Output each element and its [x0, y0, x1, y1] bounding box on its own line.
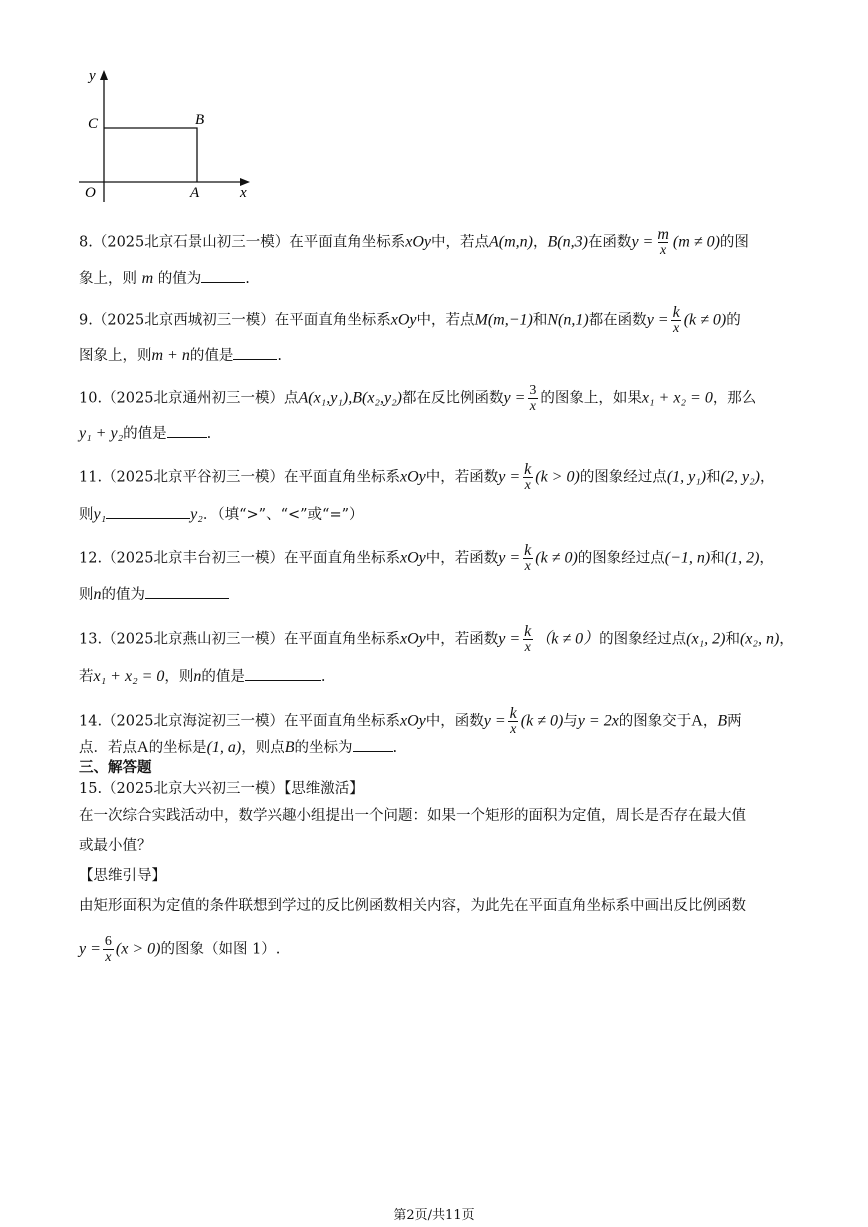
answer-blank[interactable]	[353, 737, 393, 752]
answer-blank[interactable]	[245, 666, 321, 681]
answer-blank[interactable]	[167, 423, 207, 438]
section-heading: 三、解答题	[79, 759, 152, 776]
q8-line1: 8.（2025北京石景山初三一模）在平面直角坐标系xOy中，若点A(m,n)，B(n,3)在函数y = $\frac{m}{x}$ (m ≠ 0)的图	[79, 226, 749, 258]
q8-fraction: $\frac{m}{x}$	[657, 226, 669, 258]
q15-guide: 【思维引导】	[79, 868, 166, 884]
page-footer: 第2页/共11页	[393, 1208, 475, 1223]
y-axis-arrow-icon	[100, 70, 108, 80]
q14-fraction: $\frac{k}{x}$	[509, 705, 517, 737]
q13-fraction: $\frac{k}{x}$	[524, 623, 532, 655]
q12-line2: 则n的值为	[79, 584, 229, 605]
q13-line1: 13.（2025北京燕山初三一模）在平面直角坐标系xOy中，若函数y = $\frac{k}{x}$ （k ≠ 0）的图象经过点(x₁, 2)和(x₂, n)，	[79, 623, 794, 655]
q8-line2: 象上，则 m 的值为 .	[79, 270, 250, 287]
q15-para1-line2: 或最小值？	[79, 838, 152, 854]
q15-header: 15.（2025北京大兴初三一模）【思维激活】	[79, 781, 364, 797]
q9-line2: 图象上，则m + n的值是 .	[79, 347, 282, 364]
label-y: y	[89, 68, 96, 84]
q13-line2: 若x₁ + x₂ = 0，则n的值是 .	[79, 668, 326, 685]
answer-blank[interactable]	[233, 345, 277, 360]
q15-fraction: $\frac{6}{x}$	[104, 934, 112, 965]
coordinate-figure	[76, 66, 256, 206]
answer-blank[interactable]	[106, 504, 190, 519]
q15-para2-line2: y = $\frac{6}{x}$ (x > 0)的图象（如图 1）.	[79, 934, 281, 965]
q11-line1: 11.（2025北京平谷初三一模）在平面直角坐标系xOy中，若函数y = $\frac{k}{x}$ (k > 0)的图象经过点(1, y₁)和(2, y₂)，	[79, 461, 775, 493]
q15-para2-line1: 由矩形面积为定值的条件联想到学过的反比例函数相关内容，为此先在平面直角坐标系中画出反比例函数	[79, 898, 746, 914]
q11-fraction: $\frac{k}{x}$	[524, 461, 532, 493]
label-o: O	[85, 185, 96, 201]
q9-fraction: $\frac{k}{x}$	[672, 304, 680, 336]
label-x: x	[240, 185, 247, 201]
rectangle-outline	[104, 128, 197, 182]
answer-blank[interactable]	[145, 584, 229, 599]
q10-line2: y₁ + y₂的值是 .	[79, 425, 212, 442]
q14-line2: 点．若点A的坐标是(1, a)，则点B的坐标为 .	[79, 739, 398, 756]
q14-line1: 14.（2025北京海淀初三一模）在平面直角坐标系xOy中，函数y = $\frac{k}{x}$ (k ≠ 0)与y = 2x的图象交于A，B两	[79, 705, 742, 737]
q10-line1: 10.（2025北京通州初三一模）点A(x₁,y₁),B(x₂,y₂)都在反比例函数y = $\frac{3}{x}$ 的图象上，如果x₁ + x₂ = 0，那么	[79, 383, 757, 414]
label-c: C	[88, 116, 99, 132]
q15-para1-line1: 在一次综合实践活动中，数学兴趣小组提出一个问题：如果一个矩形的面积为定值，周长是否存在最大值	[79, 808, 746, 824]
label-b: B	[195, 112, 205, 128]
q12-line1: 12.（2025北京丰台初三一模）在平面直角坐标系xOy中，若函数y = $\frac{k}{x}$ (k ≠ 0)的图象经过点(−1, n)和(1, 2)，	[79, 542, 774, 574]
q10-fraction: $\frac{3}{x}$	[529, 383, 537, 414]
label-a: A	[190, 185, 200, 201]
q9-line1: 9.（2025北京西城初三一模）在平面直角坐标系xOy中，若点M(m,−1)和N(n,1)都在函数y = $\frac{k}{x}$ (k ≠ 0)的	[79, 304, 741, 336]
q12-fraction: $\frac{k}{x}$	[524, 542, 532, 574]
answer-blank[interactable]	[201, 268, 245, 283]
q11-line2: 则y₁ y₂．（填“>”、“<”或“=”）	[79, 506, 364, 523]
